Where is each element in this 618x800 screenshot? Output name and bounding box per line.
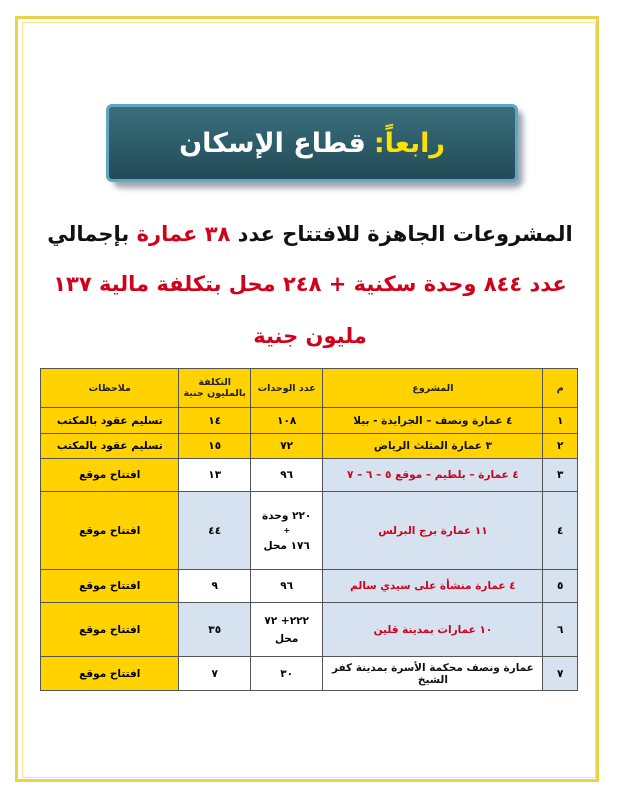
cell-notes: تسليم عقود بالمكتب	[41, 434, 179, 459]
cell-num: ٤	[543, 492, 578, 570]
cell-project: ١١ عمارة برج البرلس	[323, 492, 543, 570]
cell-notes: افتتاح موقع	[41, 570, 179, 603]
table-row	[41, 434, 578, 459]
cell-units: ٩٦	[250, 570, 322, 603]
cell-cost: ٧	[179, 657, 250, 691]
cell-notes: تسليم عقود بالمكتب	[41, 408, 179, 434]
cell-units: ٧٢	[250, 434, 322, 459]
header-num: م	[543, 369, 578, 408]
cell-project: ٤ عمارة – بلطيم – موقع ٥ – ٦ – ٧	[323, 459, 543, 492]
cell-units-line3: محل	[274, 632, 299, 645]
table-row	[41, 492, 578, 570]
cell-num: ٦	[543, 603, 578, 657]
projects-table	[40, 368, 578, 691]
cell-project: ٤ عمارة منشأة على سيدي سالم	[323, 570, 543, 603]
table-header-row	[41, 369, 578, 408]
cell-notes: افتتاح موقع	[41, 459, 179, 492]
intro-line-1-b: ٣٨ عمارة	[136, 222, 231, 246]
intro-line-1	[40, 222, 580, 246]
cell-num: ٣	[543, 459, 578, 492]
cell-project: ١٠ عمارات بمدينة قلين	[323, 603, 543, 657]
table-row	[41, 570, 578, 603]
header-notes: ملاحظات	[41, 369, 179, 408]
cell-num: ١	[543, 408, 578, 434]
cell-num: ٧	[543, 657, 578, 691]
cell-notes: افتتاح موقع	[41, 492, 179, 570]
section-title-prefix: رابعاً:	[373, 127, 445, 159]
cell-units-line1: ٢٢٠ وحدة	[262, 509, 312, 522]
cell-units-line2: +	[283, 525, 291, 535]
cell-num: ٥	[543, 570, 578, 603]
table-row	[41, 408, 578, 434]
cell-notes: افتتاح موقع	[41, 657, 179, 691]
header-cost: التكلفة بالمليون جنية	[179, 369, 250, 408]
cell-notes: افتتاح موقع	[41, 603, 179, 657]
cell-units	[250, 492, 322, 570]
cell-cost: ٤٤	[179, 492, 250, 570]
cell-units: ٣٠	[250, 657, 322, 691]
header-project: المشروع	[323, 369, 543, 408]
cell-project: ٤ عمارة ونصف – الجرايدة - بيلا	[323, 408, 543, 434]
cell-cost: ٩	[179, 570, 250, 603]
cell-project: عمارة ونصف محكمة الأسرة بمدينة كفر الشيخ	[323, 657, 543, 691]
table-row	[41, 459, 578, 492]
table-row	[41, 657, 578, 691]
header-units: عدد الوحدات	[250, 369, 322, 408]
table-row	[41, 603, 578, 657]
cell-cost: ١٥	[179, 434, 250, 459]
intro-line-1-c: بإجمالي	[47, 222, 130, 246]
intro-line-2: عدد ٨٤٤ وحدة سكنية + ٢٤٨ محل بتكلفة مالية ١٣٧	[53, 272, 567, 296]
cell-cost: ١٣	[179, 459, 250, 492]
cell-units-line3: ١٧٦ محل	[263, 539, 310, 552]
intro-line-3: مليون جنية	[253, 324, 367, 348]
section-title-text: قطاع الإسكان	[179, 127, 366, 159]
cell-cost: ١٤	[179, 408, 250, 434]
cell-units: ٩٦	[250, 459, 322, 492]
section-title	[106, 104, 518, 182]
cell-units	[250, 603, 322, 657]
intro-line-1-a: المشروعات الجاهزة للافتتاح عدد	[237, 222, 573, 246]
cell-units-line1: ٢٢٢+ ٧٢	[264, 614, 309, 627]
cell-cost: ٣٥	[179, 603, 250, 657]
cell-num: ٢	[543, 434, 578, 459]
cell-project: ٣ عمارة المثلث الرياض	[323, 434, 543, 459]
cell-units: ١٠٨	[250, 408, 322, 434]
